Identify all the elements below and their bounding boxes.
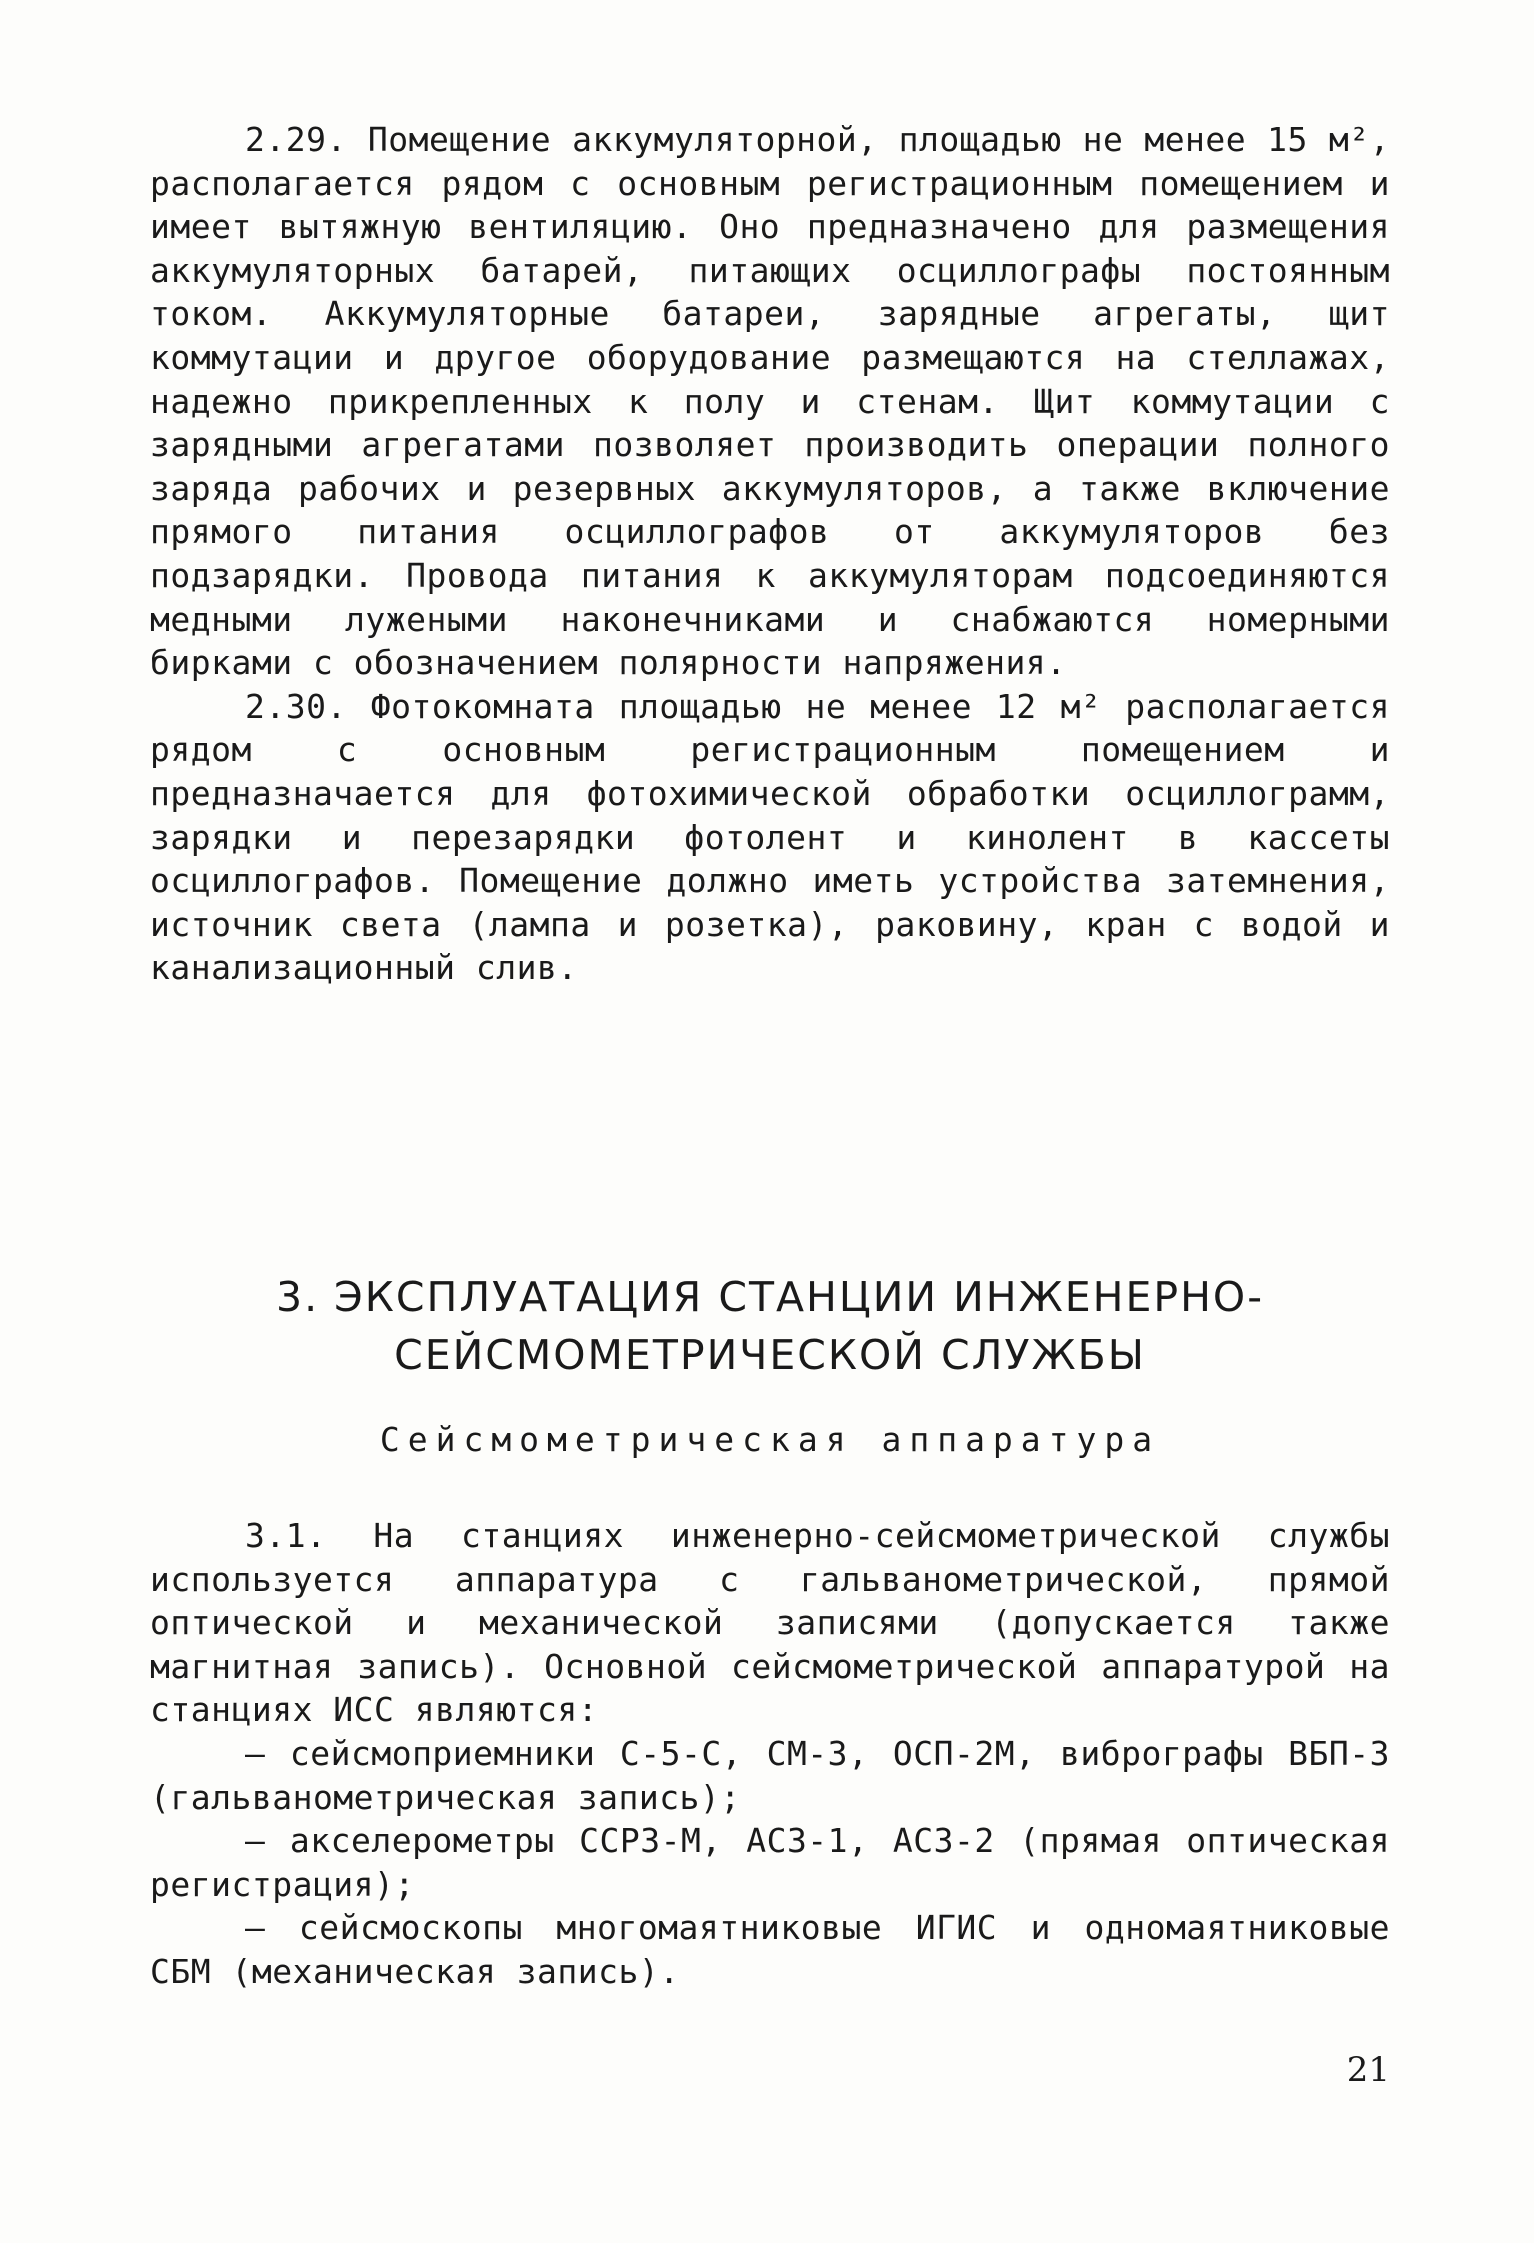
list-item: – акселерометры ССРЗ-М, АСЗ-1, АСЗ-2 (прямая оптическая регистрация); [150,1821,1390,1904]
section-title-line-2: СЕЙСМОМЕТРИЧЕСКОЙ СЛУЖБЫ [394,1331,1146,1379]
top-text-block [150,118,1390,990]
paragraph-2-30: 2.30. Фотокомната площадью не менее 12 м² располагается рядом с основным регистрационным помещением и предназначается для фотохимической обработки осциллограмм, зарядки и перезарядки фотолент и кинолент в кассеты осциллографов. Помещение должно иметь устройства затемнения, источник света (лампа и розетка), раковину, кран с водой и канализационный слив. [150,686,1390,988]
list-item: – сейсмоскопы многомаятниковые ИГИС и одномаятниковые СБМ (механическая запись). [150,1908,1390,1991]
paragraph-3-1: 3.1. На станциях инженерно-сейсмометрической службы используется аппаратура с гальванометрической, прямой оптической и механической записями (допускается также магнитная запись). Основной сейсмометрической аппаратурой на станциях ИСС являются: [150,1516,1390,1730]
subsection-title: Сейсмометрическая аппаратура [379,1420,1161,1459]
list-item: – сейсмоприемники С-5-С, СМ-3, ОСП-2М, вибрографы ВБП-3 (гальванометрическая запись); [150,1733,1390,1817]
page-number: 21 [1346,2050,1390,2090]
paragraph-2-29: 2.29. Помещение аккумуляторной, площадью не менее 15 м², располагается рядом с основным регистрационным помещением и имеет вытяжную вентиляцию. Оно предназначено для размещения аккумуляторных батарей, питающих осциллографы постоянным током. Аккумуляторные батареи, зарядные агрегаты, щит коммутации и другое оборудование размещаются на стеллажах, надежно прикрепленных к полу и стенам. Щит коммутации с зарядными агрегатами позволяет производить операции полного заряда рабочих и резервных аккумуляторов, а также включение прямого питания осциллографов от аккумуляторов без подзарядки. Провода питания к аккумуляторам подсоединяются медными лужеными наконечниками и снабжаются номерными бирками с обозначением полярности напряжения. [150,120,1390,683]
section-title-line-1: 3. ЭКСПЛУАТАЦИЯ СТАНЦИИ ИНЖЕНЕРНО- [276,1273,1264,1321]
bottom-text-block [150,1514,1390,1994]
